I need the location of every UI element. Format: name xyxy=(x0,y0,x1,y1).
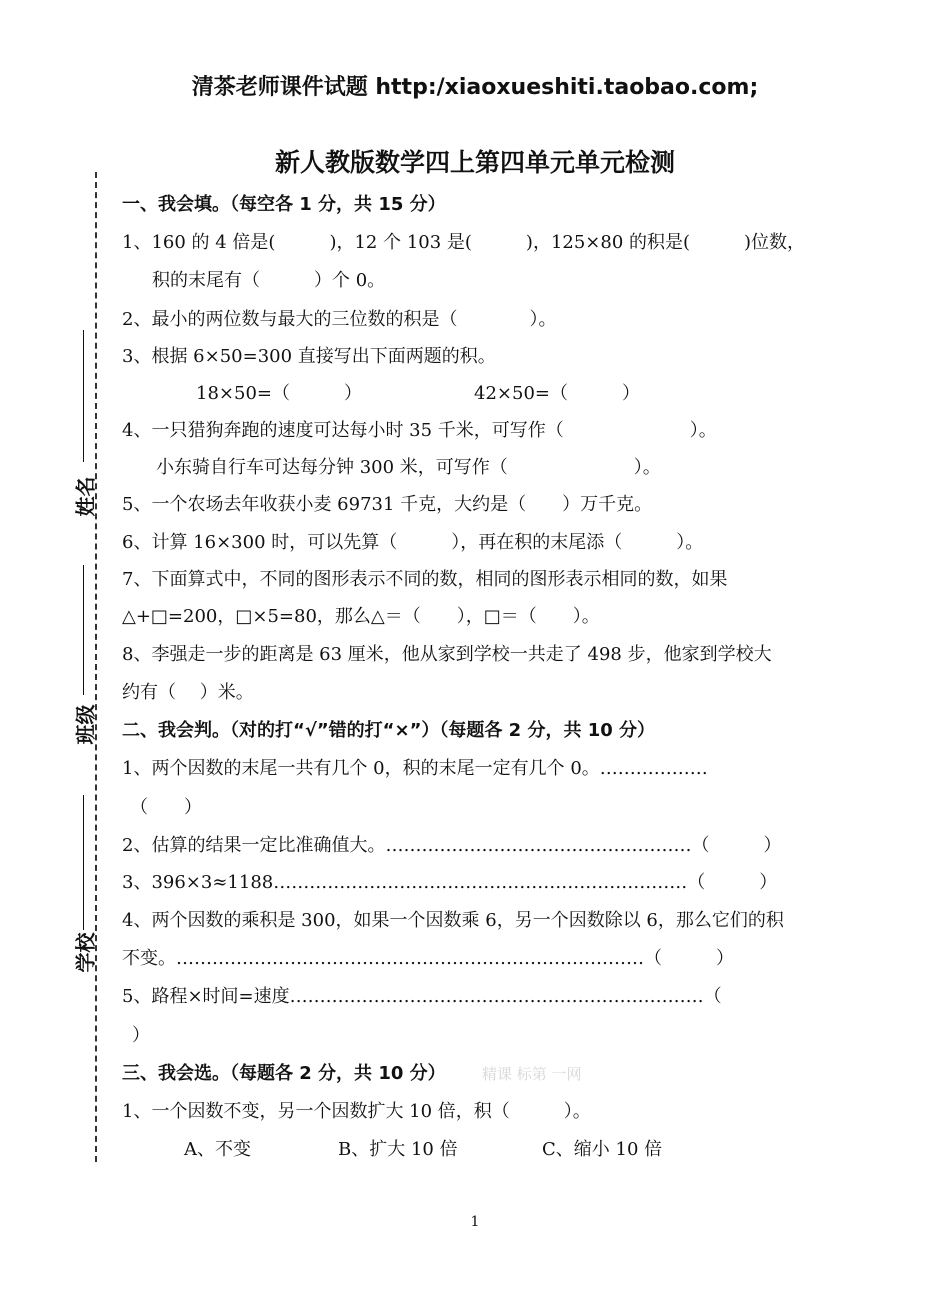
s2-question-4-cont: 不变。……………………………………………………………………（ ） xyxy=(122,948,734,969)
s1-question-3: 3、根据 6×50=300 直接写出下面两题的积。 xyxy=(122,346,496,367)
s1-question-1-cont: 积的末尾有（ ）个 0。 xyxy=(152,270,386,291)
s1-question-8-cont: 约有（ ）米。 xyxy=(122,682,254,703)
s2-question-4: 4、两个因数的乘积是 300，如果一个因数乘 6，另一个因数除以 6，那么它们的积 xyxy=(122,910,784,931)
school-underline xyxy=(83,795,84,930)
name-label: 姓名 xyxy=(73,476,98,517)
s1-question-6: 6、计算 16×300 时，可以先算（ ），再在积的末尾添（ ）。 xyxy=(122,532,704,553)
s2-question-5: 5、路程×时间=速度……………………………………………………………（ xyxy=(122,986,722,1007)
s2-question-5-cont: ） xyxy=(132,1025,150,1046)
binding-dashed-line xyxy=(95,172,97,1162)
s1-question-3b: 42×50=（ ） xyxy=(474,383,640,404)
s1-question-8: 8、李强走一步的距离是 63 厘米，他从家到学校一共走了 498 步，他家到学校大 xyxy=(122,644,772,665)
page-header: 清茶老师课件试题 http:/xiaoxueshiti.taobao.com; xyxy=(191,75,759,100)
section2-heading: 二、我会判。（对的打“√”错的打“×”）（每题各 2 分，共 10 分） xyxy=(122,720,656,741)
s1-question-1: 1、160 的 4 倍是( )，12 个 103 是( )，125×80 的积是( )位数， xyxy=(122,232,806,253)
s1-question-4: 4、一只猎狗奔跑的速度可达每小时 35 千米，可写作（ ）。 xyxy=(122,420,717,441)
s1-question-3a: 18×50=（ ） xyxy=(196,383,362,404)
s3-option-a: A、不变 xyxy=(184,1139,251,1160)
s1-question-7-cont: △+□=200，□×5=80，那么△＝（ ），□＝（ ）。 xyxy=(122,606,600,627)
class-label: 班级 xyxy=(73,704,98,745)
s1-question-7: 7、下面算式中，不同的图形表示不同的数，相同的图形表示相同的数，如果 xyxy=(122,569,728,590)
s3-option-b: B、扩大 10 倍 xyxy=(338,1139,458,1160)
s1-question-4-cont: 小东骑自行车可达每分钟 300 米，可写作（ ）。 xyxy=(156,457,661,478)
school-label: 学校 xyxy=(73,932,98,973)
s2-question-1: 1、两个因数的末尾一共有几个 0，积的末尾一定有几个 0。……………… xyxy=(122,758,708,779)
s1-question-5: 5、一个农场去年收获小麦 69731 千克，大约是（ ）万千克。 xyxy=(122,494,653,515)
s3-option-c: C、缩小 10 倍 xyxy=(542,1139,663,1160)
page-number: 1 xyxy=(470,1214,480,1230)
exam-title: 新人教版数学四上第四单元单元检测 xyxy=(274,148,675,177)
s2-question-1-cont: （ ） xyxy=(130,797,202,818)
section1-heading: 一、我会填。（每空各 1 分，共 15 分） xyxy=(122,194,446,215)
section3-heading: 三、我会选。（每题各 2 分，共 10 分） xyxy=(122,1063,446,1084)
s3-question-1: 1、一个因数不变，另一个因数扩大 10 倍，积（ ）。 xyxy=(122,1101,591,1122)
name-underline xyxy=(83,330,84,462)
s2-question-2: 2、估算的结果一定比准确值大。……………………………………………（ ） xyxy=(122,835,782,856)
watermark-text: 精课 标第 一网 xyxy=(482,1065,582,1083)
s1-question-2: 2、最小的两位数与最大的三位数的积是（ ）。 xyxy=(122,309,557,330)
s2-question-3: 3、396×3≈1188……………………………………………………………（ ） xyxy=(122,872,778,893)
class-underline xyxy=(83,565,84,695)
